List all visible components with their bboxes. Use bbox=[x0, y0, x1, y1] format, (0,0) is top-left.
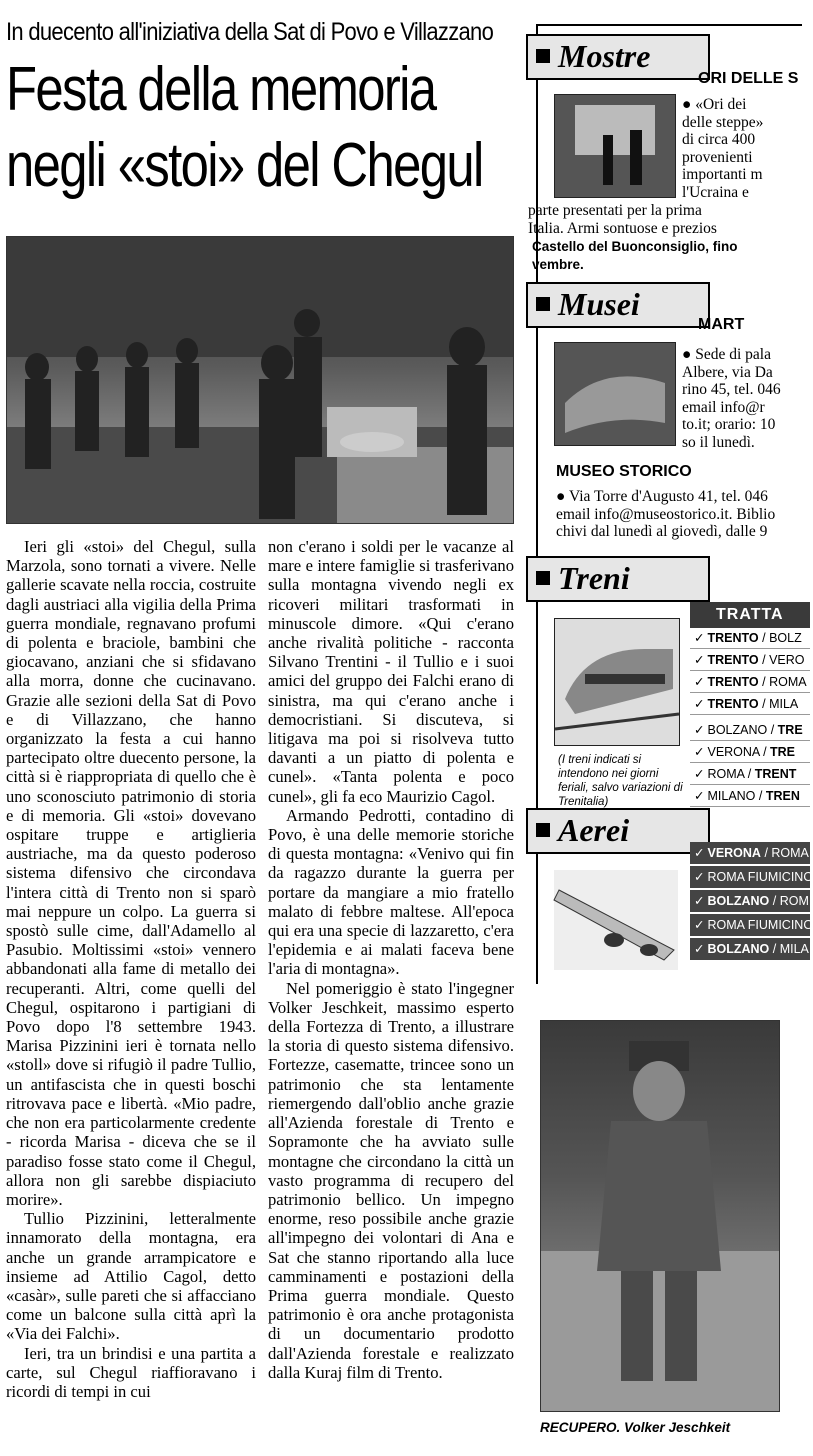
check-icon: ✓ bbox=[694, 723, 705, 737]
exhibit-location: Castello del Buonconsiglio, fino vembre. bbox=[532, 239, 738, 272]
section-header-aerei: Aerei bbox=[526, 808, 710, 854]
train-route-row: ✓ VERONA / TRE bbox=[690, 742, 810, 763]
train-route-row: ✓ ROMA / TRENT bbox=[690, 764, 810, 785]
check-icon: ✓ bbox=[694, 894, 705, 908]
flight-route-row: ✓ ROMA FIUMICINO bbox=[690, 914, 810, 938]
paragraph: Ieri, tra un brindisi e una partita a carte, sul Chegul riaffioravano i ricordi di tempi in cui bbox=[6, 1343, 256, 1401]
section-header-musei: Musei bbox=[526, 282, 710, 328]
flight-route-row: ✓ BOLZANO / MILA bbox=[690, 938, 810, 962]
check-icon: ✓ bbox=[694, 631, 705, 645]
check-icon: ✓ bbox=[694, 697, 705, 711]
train-route-row: ✓ TRENTO / MILA bbox=[690, 694, 810, 715]
paragraph: Ieri gli «stoi» del Chegul, sulla Marzola, sono tornati a vivere. Nelle gallerie scavate nella roccia, costruite dagli austriaci alla vigilia della Prima guerra mondiale, regnavano profumi di polenta e braciole, bambini che giocavano, anziani che si sfidavano alla morra, donne che cucinavano. Grazie alle sezioni della Sat di Povo e di Villazzano, che hanno organizzato la festa a cui hanno partecipato oltre duecento persone, la città si è riappropriata di quello che è uno sconosciuto patrimonio di storia e di memoria. Gli «stoi» dovevano ospitare truppe e artiglieria austriache, ma da questo poderoso sistema difensivo che circondava l'intera città di Trento non si sparò mai neppure un colpo. La guerra si spostò sulle cime, dall'Adamello al Pasubio. Moltissimi «stoi» vennero abbandonati alla fame di metallo dei recuperanti. Altri, come quelli del Chegul, ospitarono i partigiani di Povo dopo l'8 settembre 1943. Marisa Pizzinini ieri è tornata nello «stoll» dove si rifugiò il padre Tullio, un antifascista che in questi boschi ritrovava pace e libertà. «Mio padre, che non era particolarmente credente - ricorda Marisa - diceva che se il paradiso fosse stato come il Chegul, allora non gli sarebbe dispiaciuto morire». bbox=[6, 537, 256, 1209]
headline-line-2: negli «stoi» del Chegul bbox=[6, 131, 483, 200]
section-header-mostre: Mostre bbox=[526, 34, 710, 80]
paragraph: Nel pomeriggio è stato l'ingegner Volker Jeschkeit, massimo esperto della Fortezza di Trento, a illustrare la storia di questo sistema difensivo. Fortezze, casematte, trincee sono un patrimonio che sta lentamente riemergendo dall'oblio anche grazie all'Azienda forestale di Trento e Sopramonte che ha avviato sulle montagne che circondano la città un vasto programma di recupero del patrimonio bellico. Un impegno enorme, reso possibile anche grazie all'impegno dei volontari di Ana e Sat che stanno riportando alla luce camminamenti e postazioni della Prima guerra mondiale. Questo patrimonio è ora anche protagonista di un documentario prodotto dall'Azienda forestale e realizzato dalla Kuraj film di Trento. bbox=[268, 978, 514, 1382]
museum-text-wide: ● Via Torre d'Augusto 41, tel. 046 email info@museostorico.it. Biblio chivi dal lunedì al giovedì, dalle 9 bbox=[556, 488, 776, 540]
train-route-row: ✓ TRENTO / VERO bbox=[690, 650, 810, 671]
article-kicker: In duecento all'iniziativa della Sat di Povo e Villazzano bbox=[6, 18, 494, 46]
train-route-row: ✓ TRENTO / ROMA bbox=[690, 672, 810, 693]
check-icon: ✓ bbox=[694, 653, 705, 667]
train-table-header: TRATTA bbox=[690, 602, 810, 628]
paragraph: non c'erano i soldi per le vacanze al mare e intere famiglie si trasferivano sulla montagna vivendo negli ex ricoveri militari trasformati in minuscole dimore. «Qui c'erano anche rivalità politiche - racconta Silvano Trentini - il Tullio e i suoi amici del gruppo dei Falchi erano di sinistra, ma qui c'erano anche i democristiani. Si discuteva, si litigava ma poi si risolveva tutto davanti a un piatto di polenta e cunel». «Tanta polenta e poco cunel», gli fa eco Maurizio Cagol. bbox=[268, 537, 514, 806]
train-note: (I treni indicati si intendono nei giorni feriali, salvo variazioni di Trenitalia) bbox=[558, 754, 683, 808]
square-bullet-icon bbox=[536, 571, 550, 585]
train-route-row: ✓ BOLZANO / TRE bbox=[690, 720, 810, 741]
square-bullet-icon bbox=[536, 823, 550, 837]
flight-route-row: ✓ ROMA FIUMICINO bbox=[690, 866, 810, 890]
exhibit-text: ● «Ori dei delle steppe» di circa 400 provenienti importanti m l'Ucraina e bbox=[682, 96, 764, 201]
train-icon bbox=[554, 618, 680, 746]
flight-route-row: ✓ BOLZANO / ROM bbox=[690, 890, 810, 914]
check-icon: ✓ bbox=[694, 745, 705, 759]
square-bullet-icon bbox=[536, 297, 550, 311]
flight-route-row: ✓ VERONA / ROMA bbox=[690, 842, 810, 866]
square-bullet-icon bbox=[536, 49, 550, 63]
check-icon: ✓ bbox=[694, 870, 705, 884]
article-headline bbox=[6, 52, 498, 204]
exhibit-title: ORI DELLE S bbox=[698, 70, 799, 87]
museum-thumbnail bbox=[554, 342, 676, 446]
check-icon: ✓ bbox=[694, 675, 705, 689]
photo-caption: RECUPERO. Volker Jeschkeit bbox=[540, 1420, 731, 1435]
paragraph: Armando Pedrotti, contadino di Povo, è una delle memorie storiche di questa montagna: «Venivo qui fin da ragazzo durante la guerra per portare da mangiare a mio fratello malato di febbre maltese. All'epoca qui era una specie di lazzaretto, c'era l'epidemia e ai malati faceva bene l'aria di montagna». bbox=[268, 805, 514, 979]
headline-line-1: Festa della memoria bbox=[6, 55, 436, 124]
airplane-icon bbox=[554, 870, 678, 970]
portrait-photo bbox=[540, 1020, 780, 1412]
article-column-2 bbox=[268, 537, 514, 1382]
paragraph: Tullio Pizzinini, letteralmente innamorato della montagna, era anche un grande arrampicatore e insieme ad Attilio Cagol, detto «casàr», sulle pareti che si affacciano come un balcone sulla città aprì la «Via dei Falchi». bbox=[6, 1209, 256, 1344]
train-route-row: ✓ MILANO / TREN bbox=[690, 786, 810, 807]
museum-title: MART bbox=[698, 316, 745, 333]
exhibit-text-wide: parte presentati per la prima Italia. Armi sontuose e prezios bbox=[528, 202, 717, 237]
check-icon: ✓ bbox=[694, 846, 705, 860]
exhibit-thumbnail bbox=[554, 94, 676, 198]
check-icon: ✓ bbox=[694, 918, 705, 932]
events-sidebar bbox=[528, 24, 813, 984]
section-header-treni: Treni bbox=[526, 556, 710, 602]
check-icon: ✓ bbox=[694, 789, 705, 803]
article-column-1 bbox=[6, 537, 256, 1401]
train-route-row: ✓ TRENTO / BOLZ bbox=[690, 628, 810, 649]
check-icon: ✓ bbox=[694, 767, 705, 781]
museum-title-2: MUSEO STORICO bbox=[556, 463, 692, 480]
check-icon: ✓ bbox=[694, 942, 705, 956]
festival-photo bbox=[6, 236, 514, 524]
museum-text: ● Sede di pala Albere, via Da rino 45, tel. 046 email info@r to.it; orario: 10 so il lunedì. bbox=[682, 346, 781, 451]
